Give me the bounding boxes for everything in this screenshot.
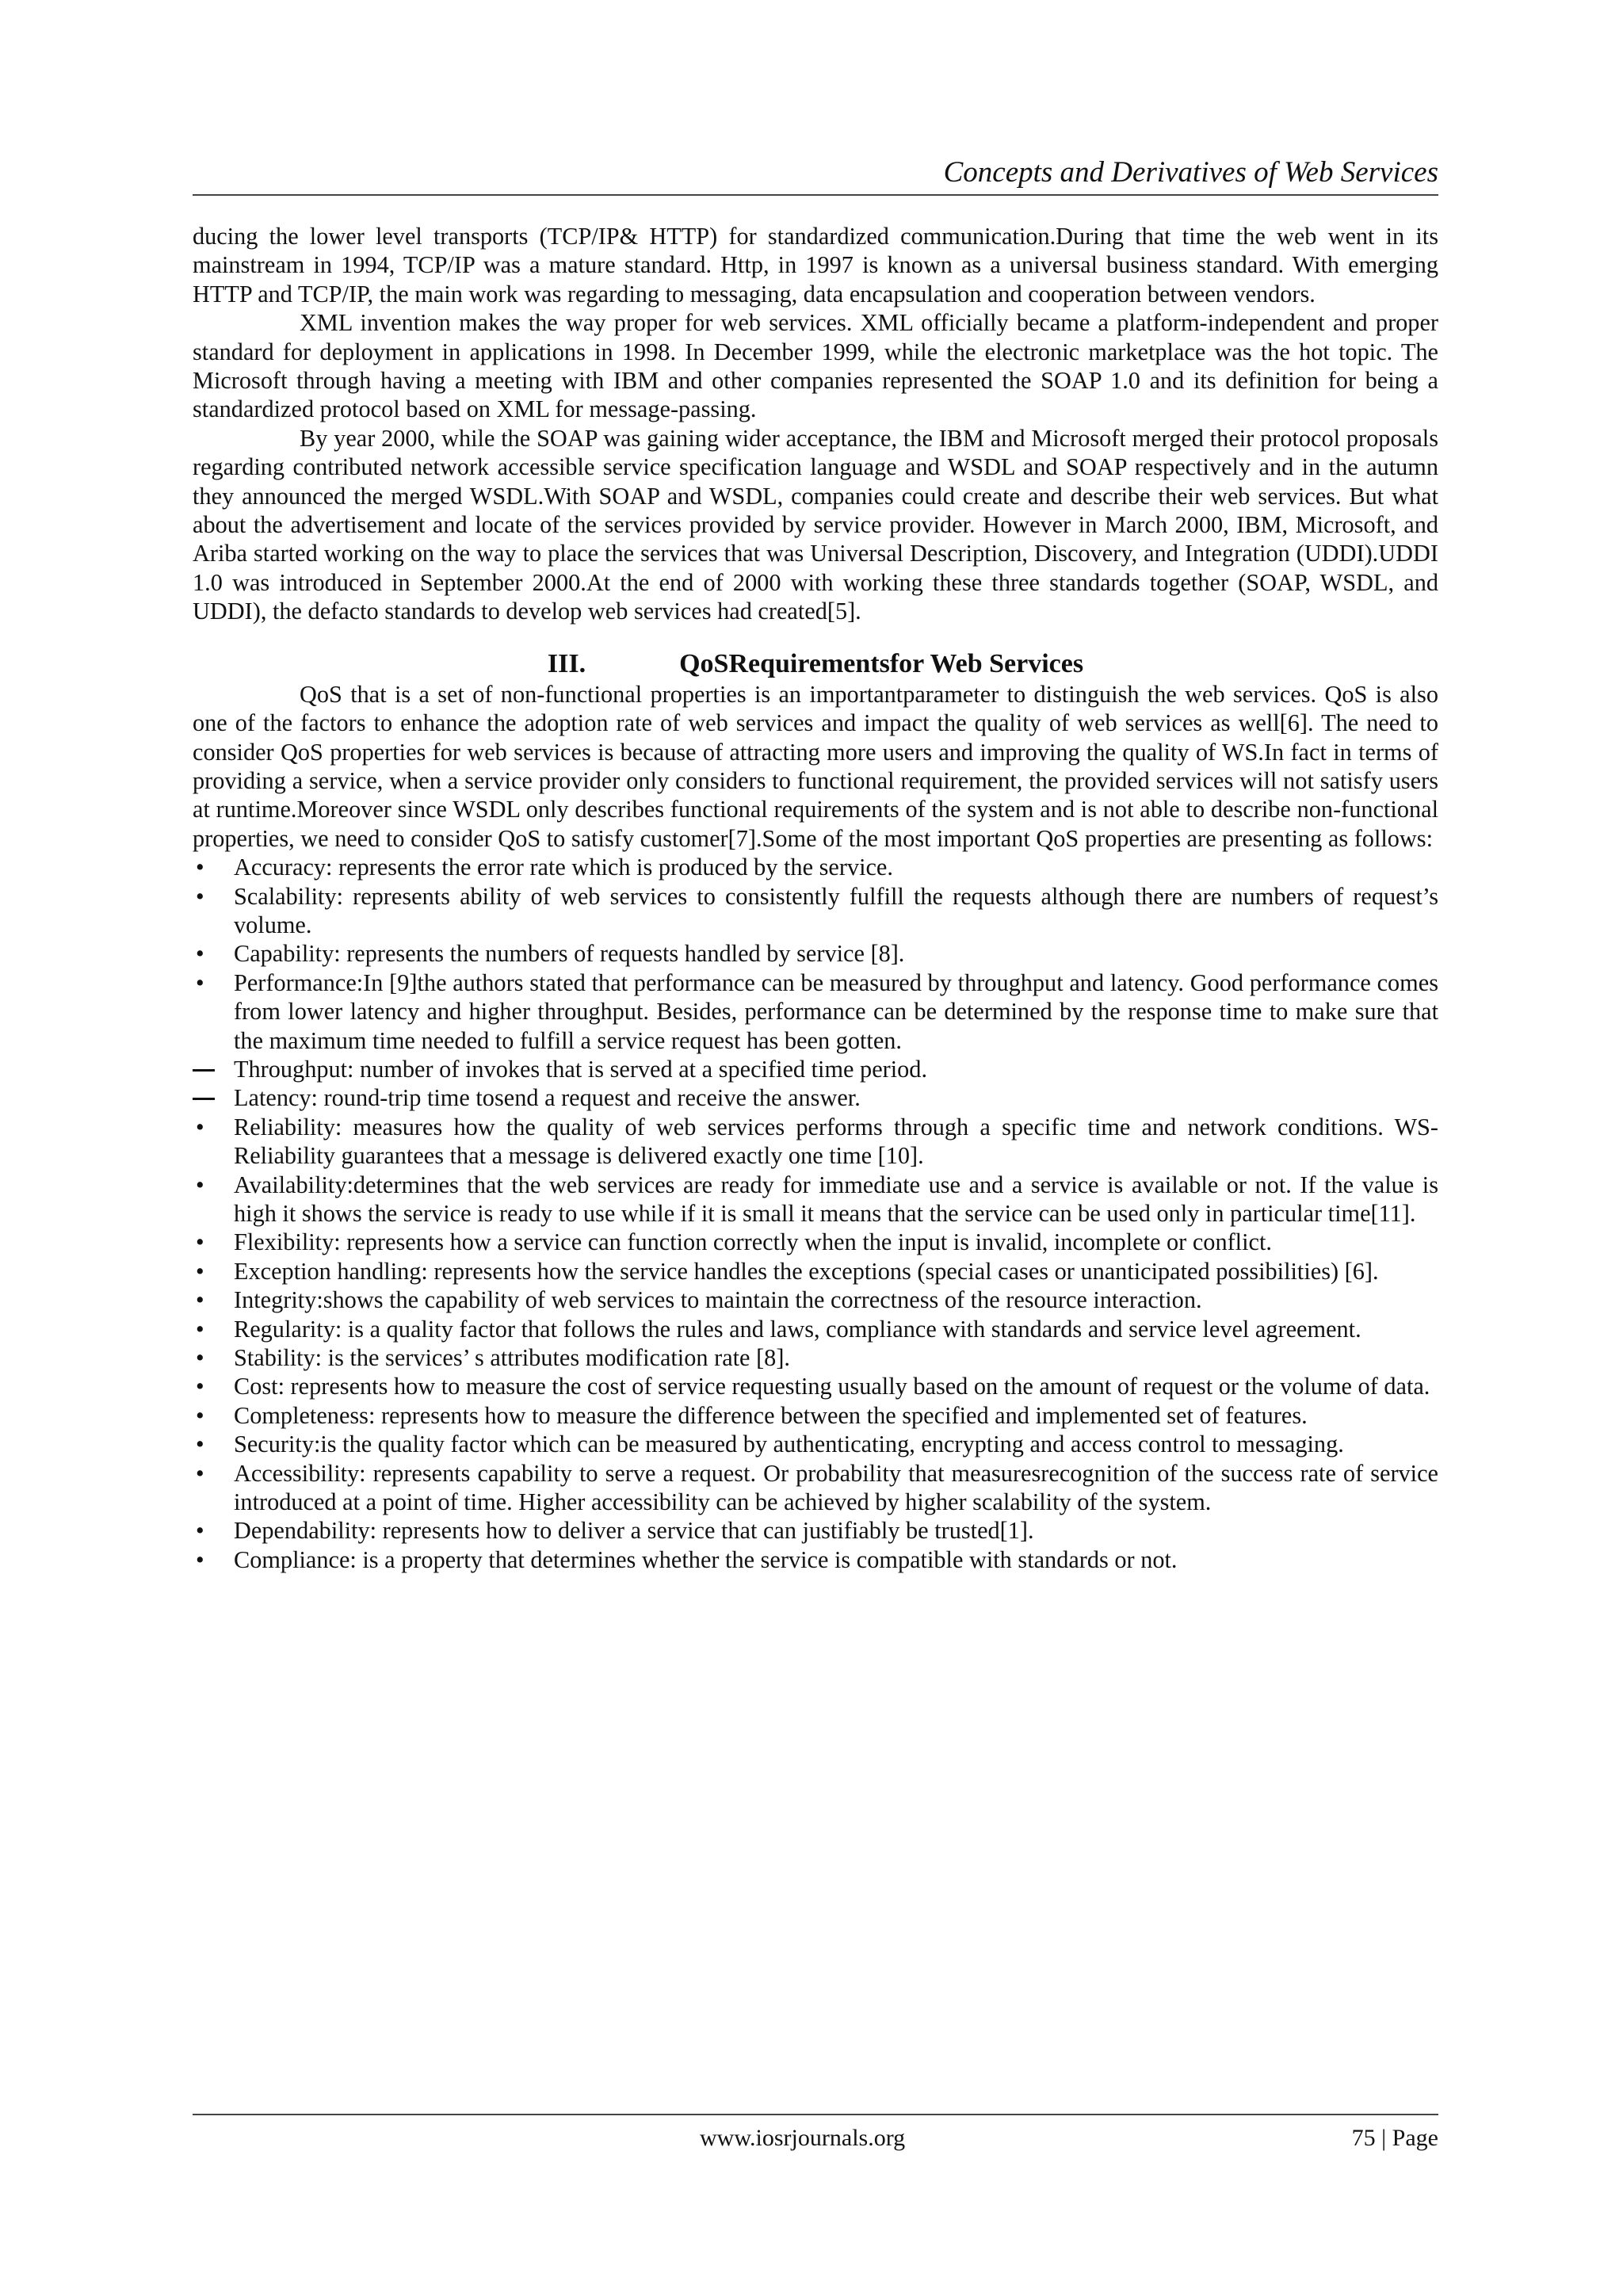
list-item: • Accessibility: represents capability to serve a request. Or probability that measuresrecognition of the success rate of service introduced at a point of time. Higher accessibility can be achieved by higher scalability of the system. [196, 1459, 1438, 1516]
section-title: QoSRequirementsfor Web Services [679, 648, 1084, 678]
list-item: • Compliance: is a property that determines whether the service is compatible with standards or not. [196, 1545, 1178, 1573]
footer-url: www.iosrjournals.org [700, 2125, 906, 2151]
list-item: • Flexibility: represents how a service can function correctly when the input is invalid, incomplete or conflict. [196, 1228, 1272, 1256]
list-item: • Accuracy: represents the error rate which is produced by the service. [196, 854, 893, 881]
list-item: • Integrity:shows the capability of web services to maintain the correctness of the resource interaction. [196, 1286, 1202, 1314]
qos-property-list [193, 853, 1438, 1574]
bullet-icon: • [196, 854, 204, 881]
header-rule [193, 194, 1438, 196]
paragraph-continued: ducing the lower level transports (TCP/IP& HTTP) for standardized communication.During that time the web went in its mainstream in 1994, TCP/IP was a mature standard. Http, in 1997 is known as a universal business standard. With emerging HTTP and TCP/IP, the main work was regarding to messaging, data encapsulation and cooperation between vendors. [193, 223, 1438, 308]
bullet-icon: • [196, 1113, 204, 1140]
bullet-icon: • [196, 1286, 204, 1314]
bullet-icon: • [196, 1171, 204, 1198]
list-item: • Capability: represents the numbers of requests handled by service [8]. [196, 940, 905, 968]
bullet-icon: • [196, 1344, 204, 1372]
list-item: • Completeness: represents how to measure the difference between the specified and implemented set of features. [196, 1401, 1308, 1429]
bullet-icon: • [196, 1459, 204, 1487]
section-number: III. [547, 648, 586, 678]
section-heading [193, 648, 1438, 680]
bullet-icon: • [196, 1401, 204, 1429]
bullet-icon: • [196, 1517, 204, 1545]
list-item-sub: Latency: round-trip time tosend a request and receive the answer. [193, 1083, 1438, 1112]
bullet-icon: • [196, 882, 204, 910]
bullet-icon: • [196, 1315, 204, 1343]
article-body [193, 222, 1438, 1574]
paragraph-soap-wsdl-uddi: By year 2000, while the SOAP was gaining wider acceptance, the IBM and Microsoft merged their protocol proposals regarding contributed network accessible service specification language and WSDL and SOAP respectively and in the autumn they announced the merged WSDL.With SOAP and WSDL, companies could create and describe their web services. But what about the advertisement and locate of the services provided by service provider. However in March 2000, IBM, Microsoft, and Ariba started working on the way to place the services that was Universal Description, Discovery, and Integration (UDDI).UDDI 1.0 was introduced in September 2000.At the end of 2000 with working these three standards together (SOAP, WSDL, and UDDI), the defacto standards to develop web services had created[5]. [193, 424, 1438, 625]
bullet-icon: • [196, 1257, 204, 1285]
dash-icon [193, 1083, 215, 1112]
page-number: 75 | Page [1351, 2125, 1438, 2151]
paragraph-xml-invention: XML invention makes the way proper for web services. XML officially became a platform-independent and proper standard for deployment in applications in 1998. In December 1999, while the electronic marketplace was the hot topic. The Microsoft through having a meeting with IBM and other companies represented the SOAP 1.0 and its definition for being a standardized protocol based on XML for message-passing. [193, 309, 1438, 423]
bullet-icon: • [196, 1228, 204, 1256]
bullet-icon: • [196, 968, 204, 996]
list-item: • Availability:determines that the web services are ready for immediate use and a service is available or not. If the value is high it shows the service is ready to use while if it is small it means that the service can be used only in particular time[11]. [196, 1171, 1438, 1227]
bullet-icon: • [196, 1373, 204, 1400]
list-item: • Cost: represents how to measure the cost of service requesting usually based on the amount of request or the volume of data. [196, 1373, 1430, 1400]
list-item: • Regularity: is a quality factor that follows the rules and laws, compliance with standards and service level agreement. [196, 1315, 1361, 1343]
bullet-icon: • [196, 1545, 204, 1573]
list-item: • Reliability: measures how the quality of web services performs through a specific time and network conditions. WS-Reliability guarantees that a message is delivered exactly one time [10]. [196, 1113, 1438, 1170]
list-item: • Performance:In [9]the authors stated that performance can be measured by throughput and latency. Good performance comes from lower latency and higher throughput. Besides, performance can be determined by the response time to make sure that the maximum time needed to fulfill a service request has been gotten. [196, 968, 1438, 1054]
bullet-icon: • [196, 940, 204, 968]
dash-icon [193, 1055, 215, 1083]
list-item: • Dependability: represents how to deliver a service that can justifiably be trusted[1]. [196, 1517, 1034, 1545]
bullet-icon: • [196, 1431, 204, 1458]
section-intro: QoS that is a set of non-functional properties is an importantparameter to distinguish the web services. QoS is also one of the factors to enhance the adoption rate of web services and impact the quality of web services as well[6]. The need to consider QoS properties for web services is because of attracting more users and improving the quality of WS.In fact in terms of providing a service, when a service provider only considers to functional requirement, the provided services will not satisfy users at runtime.Moreover since WSDL only describes functional requirements of the system and is not able to describe non-functional properties, we need to consider QoS to satisfy customer[7].Some of the most important QoS properties are presenting as follows: [193, 680, 1438, 852]
list-item-sub: Throughput: number of invokes that is served at a specified time period. [193, 1055, 1438, 1083]
running-header: Concepts and Derivatives of Web Services [943, 156, 1438, 189]
list-item: • Exception handling: represents how the service handles the exceptions (special cases or unanticipated possibilities) [6]. [196, 1257, 1379, 1285]
list-item: • Stability: is the services’ s attributes modification rate [8]. [196, 1344, 790, 1372]
journal-page [193, 0, 1438, 2296]
list-item: • Security:is the quality factor which can be measured by authenticating, encrypting and access control to messaging. [196, 1431, 1344, 1458]
list-item: • Scalability: represents ability of web services to consistently fulfill the requests although there are numbers of request’s volume. [196, 882, 1438, 938]
footer-rule [193, 2114, 1438, 2115]
